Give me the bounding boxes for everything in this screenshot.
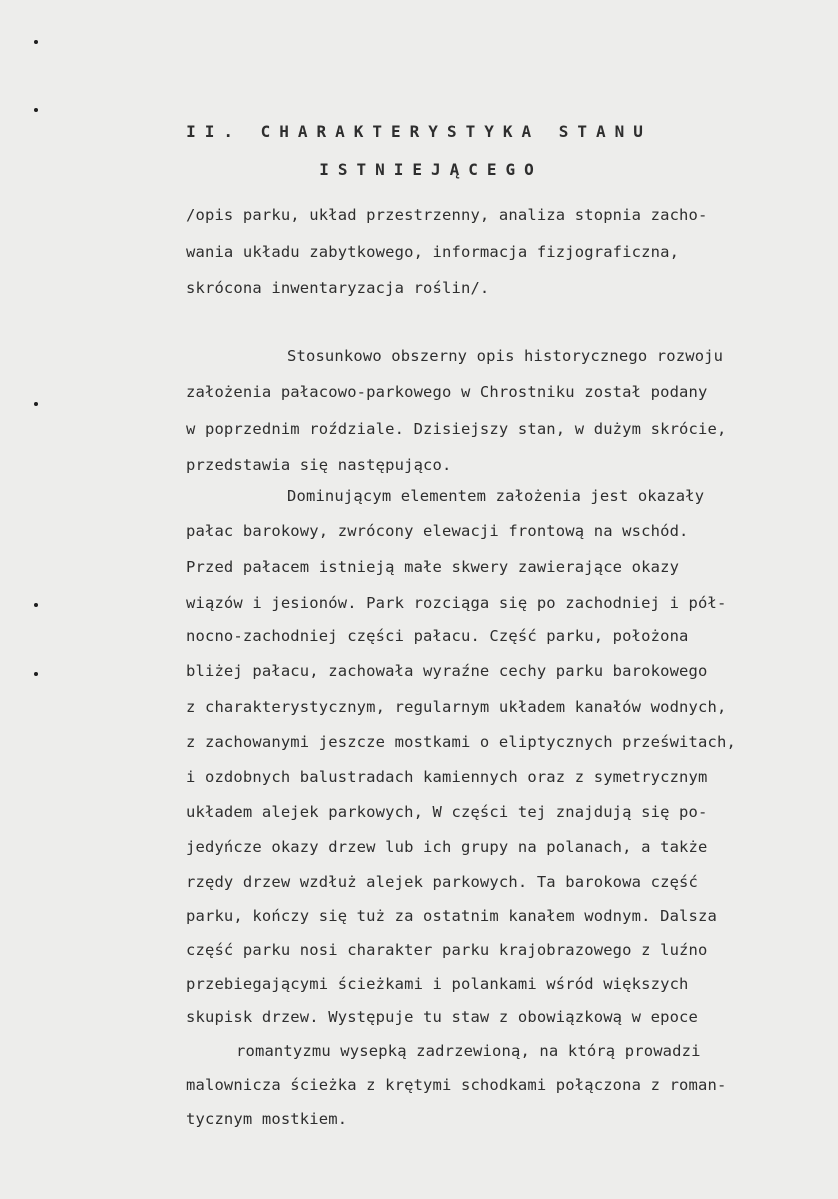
paragraph-line: założenia pałacowo-parkowego w Chrostniku został podany <box>186 383 708 401</box>
paragraph-line: nocno-zachodniej części pałacu. Część parku, położona <box>186 627 689 645</box>
paragraph-line: romantyzmu wysepką zadrzewioną, na którą prowadzi <box>236 1042 701 1060</box>
paragraph-line: tycznym mostkiem. <box>186 1110 348 1128</box>
paragraph-line: Dominującym elementem założenia jest okazały <box>287 487 705 505</box>
subtitle-line: wania układu zabytkowego, informacja fizjograficzna, <box>186 243 680 261</box>
paragraph-line: w poprzednim roździale. Dzisiejszy stan, w dużym skrócie, <box>186 420 727 438</box>
paragraph-line: część parku nosi charakter parku krajobrazowego z luźno <box>186 941 708 959</box>
paragraph-line: przedstawia się następująco. <box>186 456 452 474</box>
paragraph-line: z charakterystycznym, regularnym układem kanałów wodnych, <box>186 698 727 716</box>
section-title: II. CHARAKTERYSTYKA STANU <box>186 122 652 141</box>
paragraph-line: z zachowanymi jeszcze mostkami o eliptycznych prześwitach, <box>186 733 736 751</box>
margin-dot <box>34 402 38 406</box>
paragraph-line: wiązów i jesionów. Park rozciąga się po zachodniej i pół- <box>186 594 727 612</box>
subtitle-line: skrócona inwentaryzacja roślin/. <box>186 279 490 297</box>
section-title-continued: ISTNIEJĄCEGO <box>319 160 543 179</box>
subtitle-line: /opis parku, układ przestrzenny, analiza stopnia zacho- <box>186 206 708 224</box>
paragraph-line: przebiegającymi ścieżkami i polankami wśród większych <box>186 975 689 993</box>
paragraph-line: jedyńcze okazy drzew lub ich grupy na polanach, a także <box>186 838 708 856</box>
paragraph-line: parku, kończy się tuż za ostatnim kanałem wodnym. Dalsza <box>186 907 717 925</box>
paragraph-line: skupisk drzew. Występuje tu staw z obowiązkową w epoce <box>186 1008 699 1026</box>
margin-dot <box>34 108 38 112</box>
paragraph-line: pałac barokowy, zwrócony elewacji frontową na wschód. <box>186 522 689 540</box>
paragraph-line: bliżej pałacu, zachowała wyraźne cechy parku barokowego <box>186 662 708 680</box>
margin-dot <box>34 672 38 676</box>
paragraph-line: Stosunkowo obszerny opis historycznego rozwoju <box>287 347 724 365</box>
paragraph-line: malownicza ścieżka z krętymi schodkami połączona z roman- <box>186 1076 727 1094</box>
paragraph-line: układem alejek parkowych, W części tej znajdują się po- <box>186 803 708 821</box>
paragraph-line: rzędy drzew wzdłuż alejek parkowych. Ta barokowa część <box>186 873 699 891</box>
margin-dot <box>34 603 38 607</box>
paragraph-line: Przed pałacem istnieją małe skwery zawierające okazy <box>186 558 680 576</box>
margin-dot <box>34 40 38 44</box>
paragraph-line: i ozdobnych balustradach kamiennych oraz z symetrycznym <box>186 768 708 786</box>
